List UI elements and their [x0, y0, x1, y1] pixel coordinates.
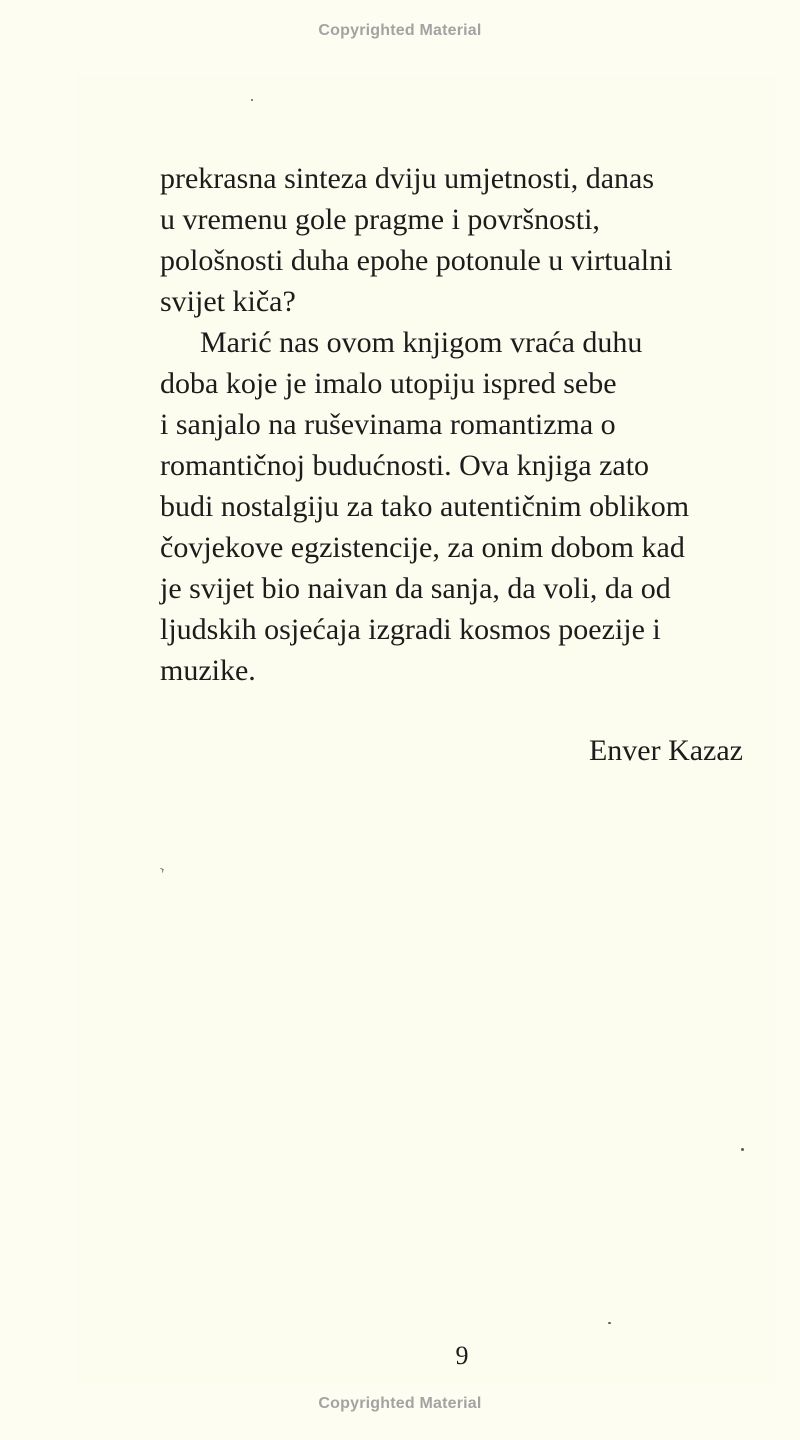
text-line: je svijet bio naivan da sanja, da voli, da od: [160, 572, 671, 605]
text-line: romantičnoj budućnosti. Ova knjiga zato: [160, 449, 650, 482]
text-line: i sanjalo na ruševinama romantizma o: [160, 408, 616, 441]
dust-speck: [608, 1322, 611, 1324]
text-line: muzike.: [160, 654, 256, 687]
dust-speck: [741, 1148, 744, 1151]
stray-mark: ›: [156, 861, 168, 878]
text-line: čovjekove egzistencije, za onim dobom kad: [160, 531, 685, 564]
text-line: ljudskih osjećaja izgradi kosmos poezije i: [160, 613, 661, 646]
text-line-paragraph-start: Marić nas ovom knjigom vraća duhu: [200, 326, 643, 359]
text-line: prekrasna sinteza dviju umjetnosti, danas: [160, 162, 655, 195]
text-line: svijet kiča?: [160, 285, 296, 318]
text-line: pološnosti duha epohe potonule u virtualni: [160, 244, 673, 277]
author-signature: Enver Kazaz: [588, 734, 743, 767]
text-line: doba koje je imalo utopiju ispred sebe: [160, 367, 617, 400]
copyright-watermark-top: Copyrighted Material: [318, 22, 482, 39]
text-line: budi nostalgiju za tako autentičnim oblikom: [160, 490, 690, 523]
body-text: [160, 158, 780, 691]
page-number: 9: [455, 1341, 469, 1370]
copyright-watermark-bottom: Copyrighted Material: [318, 1395, 482, 1412]
text-line: u vremenu gole pragme i površnosti,: [160, 203, 600, 236]
dust-speck: [251, 99, 253, 101]
